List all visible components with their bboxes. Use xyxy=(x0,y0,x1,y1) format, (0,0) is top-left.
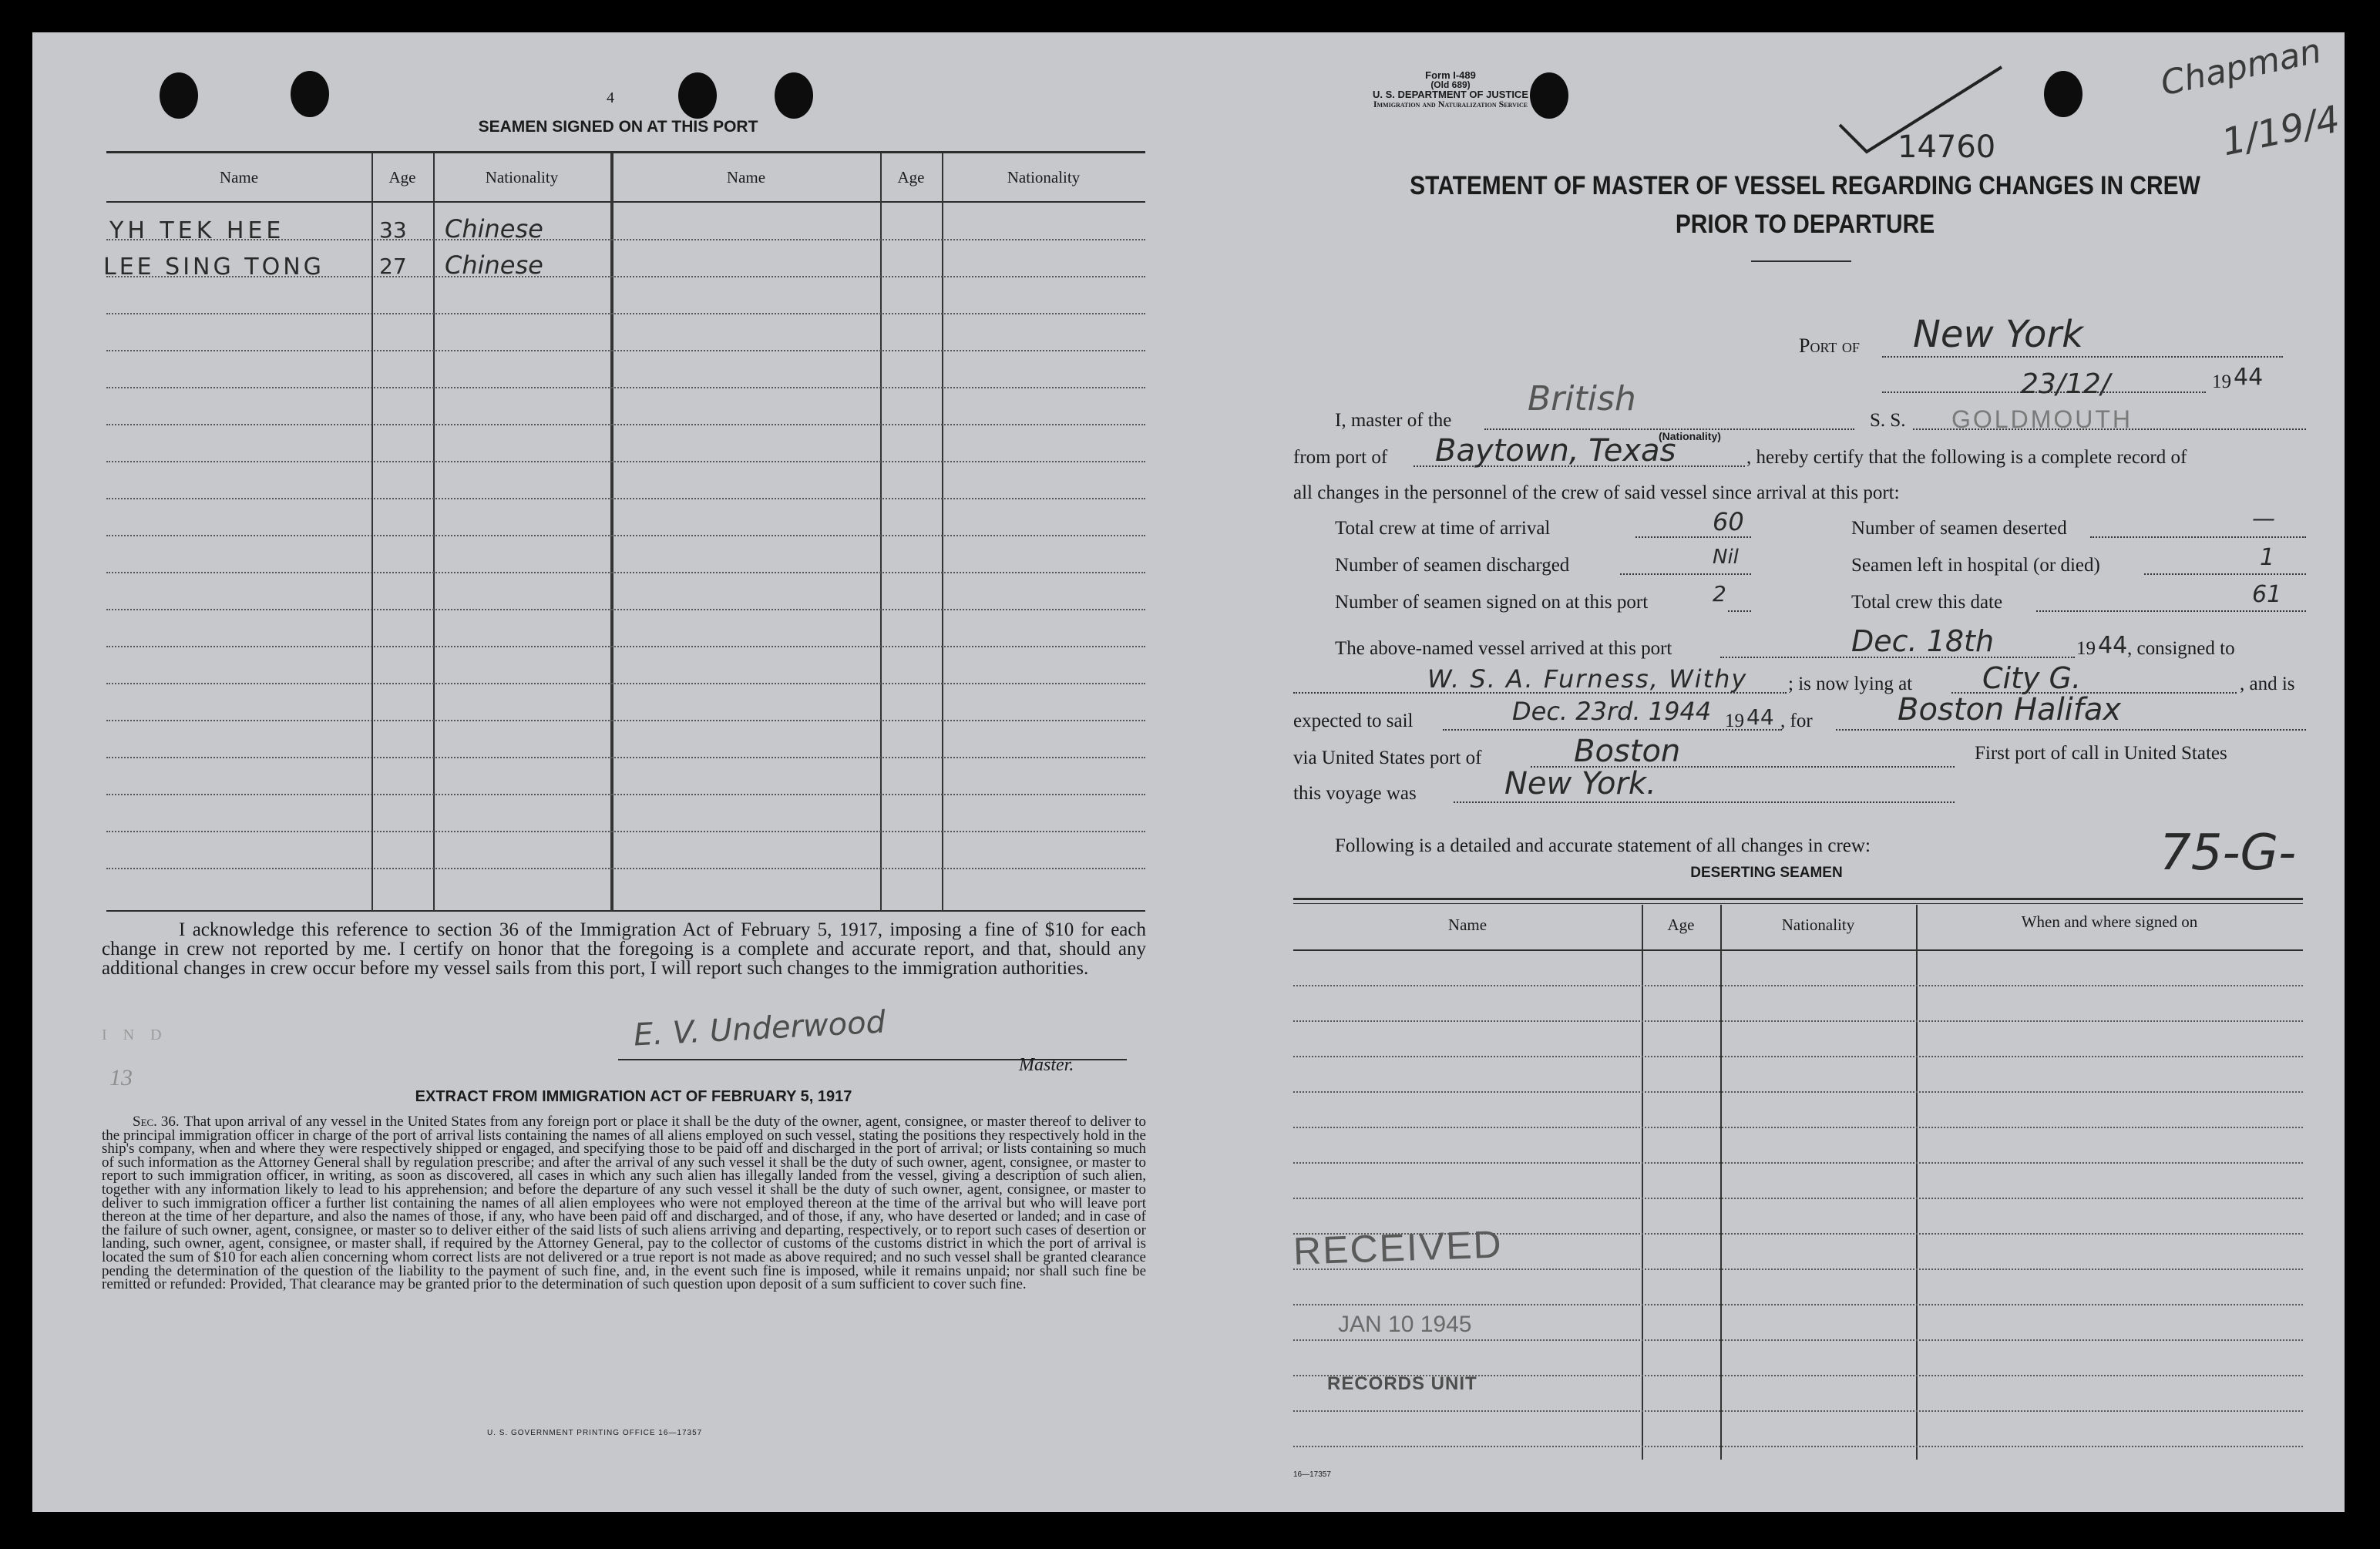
punch-hole xyxy=(291,71,329,117)
arrived-value: Dec. 18th xyxy=(1851,624,1995,658)
table-divider xyxy=(371,153,373,911)
received-stamp-date: JAN 10 1945 xyxy=(1338,1312,1472,1337)
consignee-value: W. S. A. Furness, Withy xyxy=(1427,664,1748,694)
extract-body xyxy=(102,1115,1146,1292)
following-text: Following is a detailed and accurate statement of all changes in crew: xyxy=(1335,835,1871,856)
stat-dots xyxy=(1620,573,1751,575)
from-port-label: from port of xyxy=(1293,447,1388,468)
and-is-label: , and is xyxy=(2240,674,2295,694)
first-port-label: First port of call in United States xyxy=(1975,743,2227,764)
stat-dots xyxy=(2144,573,2306,575)
column-header-nationality: Nationality xyxy=(485,168,559,186)
destination-line xyxy=(1836,729,2306,731)
table-divider xyxy=(880,153,882,911)
seaman-name: LEE SING TONG xyxy=(103,254,324,281)
handwritten-number: 14760 xyxy=(1898,129,1996,165)
extract-title: EXTRACT FROM IMMIGRATION ACT OF FEBRUARY 5, 1917 xyxy=(415,1088,852,1105)
stat-dots xyxy=(2036,610,2306,612)
column-header-name: Name xyxy=(726,168,766,186)
corner-date: 1/19/4 xyxy=(2217,97,2344,165)
nationality-caption: (Nationality) xyxy=(1659,430,1721,442)
form-subtitle: PRIOR TO DEPARTURE xyxy=(1675,210,1935,239)
desert-table-divider xyxy=(1642,905,1643,1460)
seaman-nationality: Chinese xyxy=(445,250,543,280)
certify-text: , hereby certify that the following is a complete record of xyxy=(1746,447,2187,468)
vessel-name: GOLDMOUTH xyxy=(1951,405,2133,433)
all-changes-text: all changes in the personnel of the crew of said vessel since arrival at this port: xyxy=(1293,482,1900,503)
stat-dots xyxy=(1635,536,1751,538)
printer-line: U. S. GOVERNMENT PRINTING OFFICE 16—17357 xyxy=(487,1429,703,1437)
ss-label: S. S. xyxy=(1870,410,1906,431)
table-top-rule xyxy=(106,151,1145,153)
date-year-suffix: 44 xyxy=(2234,364,2264,391)
extract-lead: Sec. 36. xyxy=(133,1114,180,1130)
destination-value: Boston Halifax xyxy=(1898,692,2122,727)
total-crew-date-label: Total crew this date xyxy=(1851,592,2003,613)
deserted-value: — xyxy=(2252,506,2275,533)
table-header-rule xyxy=(106,201,1145,203)
signed-on-value: 2 xyxy=(1713,581,1726,606)
seaman-name: YH TEK HEE xyxy=(109,217,285,244)
desert-table-header-rule xyxy=(1293,949,2303,951)
seaman-nationality: Chinese xyxy=(445,214,543,244)
from-port-value: Baytown, Texas xyxy=(1435,433,1676,469)
voyage-value: New York. xyxy=(1504,766,1656,801)
port-label: Port of xyxy=(1799,334,1860,357)
voyage-line xyxy=(1454,801,1955,803)
desert-column-signed-on: When and where signed on xyxy=(2021,912,2198,931)
sail-year-suffix: 44 xyxy=(1746,704,1774,730)
punch-hole xyxy=(678,72,717,119)
desert-table-top-rule xyxy=(1293,898,2303,900)
document-sheet xyxy=(32,32,2345,1512)
right-printer-line: 16—17357 xyxy=(1293,1470,1331,1479)
seaman-age: 33 xyxy=(379,217,407,243)
table-divider xyxy=(612,153,613,911)
department: U. S. DEPARTMENT OF JUSTICE xyxy=(1373,89,1528,100)
via-label: via United States port of xyxy=(1293,748,1482,768)
arrived-year-prefix: 19 xyxy=(2076,638,2096,659)
form-title: STATEMENT OF MASTER OF VESSEL REGARDING CHANGES IN CREW xyxy=(1410,171,2200,200)
signed-on-label: Number of seamen signed on at this port xyxy=(1335,592,1649,613)
column-header-age: Age xyxy=(897,168,925,186)
stat-dots xyxy=(1728,610,1751,612)
column-header-age: Age xyxy=(388,168,416,186)
column-header-nationality: Nationality xyxy=(1007,168,1081,186)
desert-table-top-rule2 xyxy=(1293,903,2303,904)
total-crew-date-value: 61 xyxy=(2252,581,2282,608)
sail-value: Dec. 23rd. 1944 xyxy=(1512,697,1712,726)
section-title: SEAMEN SIGNED ON AT THIS PORT xyxy=(478,118,758,136)
master-signature: E. V. Underwood xyxy=(633,1004,887,1053)
voyage-label: this voyage was xyxy=(1293,783,1417,804)
stat-dots xyxy=(2090,536,2306,538)
page-number: 4 xyxy=(607,89,614,106)
margin-mark: 13 xyxy=(109,1065,133,1090)
table-bottom-rule xyxy=(106,910,1145,912)
deserted-label: Number of seamen deserted xyxy=(1851,518,2067,539)
signature-title: Master. xyxy=(1019,1055,1074,1075)
discharged-value: Nil xyxy=(1713,546,1739,569)
lying-value: City G. xyxy=(1982,661,2082,695)
desert-table-divider xyxy=(1720,905,1722,1460)
consigned-label: , consigned to xyxy=(2127,638,2235,659)
table-divider xyxy=(942,153,943,911)
master-label: I, master of the xyxy=(1335,410,1452,431)
desert-column-name: Name xyxy=(1447,916,1488,934)
form-number: Form I-489 xyxy=(1425,69,1476,81)
total-crew-arrival-label: Total crew at time of arrival xyxy=(1335,518,1551,539)
lying-label: ; is now lying at xyxy=(1788,674,1913,694)
arrived-year-suffix: 44 xyxy=(2098,632,2128,659)
desert-column-age: Age xyxy=(1667,916,1695,934)
for-label: , for xyxy=(1780,711,1813,731)
desert-table-divider xyxy=(1916,905,1918,1460)
deserting-title: DESERTING SEAMEN xyxy=(1690,865,1843,881)
corner-note: Chapman xyxy=(2157,31,2325,104)
form-old-number: (Old 689) xyxy=(1430,79,1471,90)
discharged-label: Number of seamen discharged xyxy=(1335,555,1570,576)
seaman-age: 27 xyxy=(379,254,407,279)
handwritten-fee: 75-G- xyxy=(2160,825,2297,882)
nationality-value: British xyxy=(1528,379,1636,418)
hospital-label: Seamen left in hospital (or died) xyxy=(1851,555,2100,576)
port-value: New York xyxy=(1913,313,2083,356)
expected-label: expected to sail xyxy=(1293,711,1414,731)
punch-hole xyxy=(160,72,198,119)
title-underline xyxy=(1751,260,1851,262)
table-divider xyxy=(433,153,435,911)
port-line xyxy=(1882,356,2283,358)
margin-mark: I N D xyxy=(102,1027,168,1043)
arrived-label: The above-named vessel arrived at this port xyxy=(1335,638,1672,659)
punch-hole xyxy=(2044,71,2082,117)
extract-text: That upon arrival of any vessel in the United States from any foreign port or place it shall be the duty of the owner, agent, consignee, or master thereof to deliver to the principal immigration officer in charge of the port of arrival lists containing the names of all aliens employed on such vessel, stating the positions they respectively hold in the ship's company, when and where they were respectively shipped or engaged, and specifying those to be paid off and discharged in the port of arrival; or lists containing so much of such information as the Attorney General shall by regulation prescribe; and after the arrival of any such vessel it shall be the duty of such owner, agent, consignee, or master to report to such immigration officer, in writing, as soon as discovered, all cases in which any such alien has illegally landed from the vessel, giving a description of such alien, together with any information likely to lead to his apprehension; and before the departure of any such vessel it shall be the duty of such owner, agent, consignee, or master to deliver to such immigration officer a further list containing the names of all alien employees who were not employed thereon at the time of the arrival but who will leave port thereon at the time of her departure, and also the names of those, if any, who have been paid off and discharged, and of those, if any, who have deserted or landed; and in case of the failure of such owner, agent, consignee, or master so to deliver either of the said lists of such aliens arriving and departing, respectively, or to report such cases of desertion or landing, such owner, agent, consignee, or master shall, if required by the Attorney General, pay to the collector of customs of the customs district in which the port of arrival is located the sum of $10 for each alien concerning whom correct lists are not delivered or a true report is not made as above required; and no such vessel shall be granted clearance pending the determination of the question of the liability to the payment of such fine, and, in the event such fine is imposed, while it remains unpaid; nor shall such fine be remitted or refunded: Provided, That clearance may be granted prior to the determination of such question upon deposit of a sum sufficient to cover such fine. xyxy=(102,1114,1146,1293)
desert-column-nationality: Nationality xyxy=(1781,916,1855,934)
date-year-prefix: 19 xyxy=(2212,371,2231,392)
via-value: Boston xyxy=(1574,734,1681,769)
date-value: 23/12/ xyxy=(2021,368,2110,400)
acknowledgement-text: I acknowledge this reference to section 36 of the Immigration Act of February 5, 1917, imposing a fine of $10 for each change in crew not reported by me. I certify on honor that the foregoing is a complete and accurate report, and that, should any additional changes in crew occur before my vessel sails from this port, I will report such changes to the immigration authorities. xyxy=(102,919,1146,979)
service: Immigration and Naturalization Service xyxy=(1373,99,1528,109)
sail-year-prefix: 19 xyxy=(1725,711,1744,731)
hospital-value: 1 xyxy=(2260,544,2275,571)
punch-hole xyxy=(775,72,813,119)
received-stamp: RECEIVED xyxy=(1293,1222,1504,1273)
received-stamp-unit: RECORDS UNIT xyxy=(1327,1373,1477,1394)
total-crew-arrival-value: 60 xyxy=(1713,507,1744,536)
column-header-name: Name xyxy=(219,168,259,186)
